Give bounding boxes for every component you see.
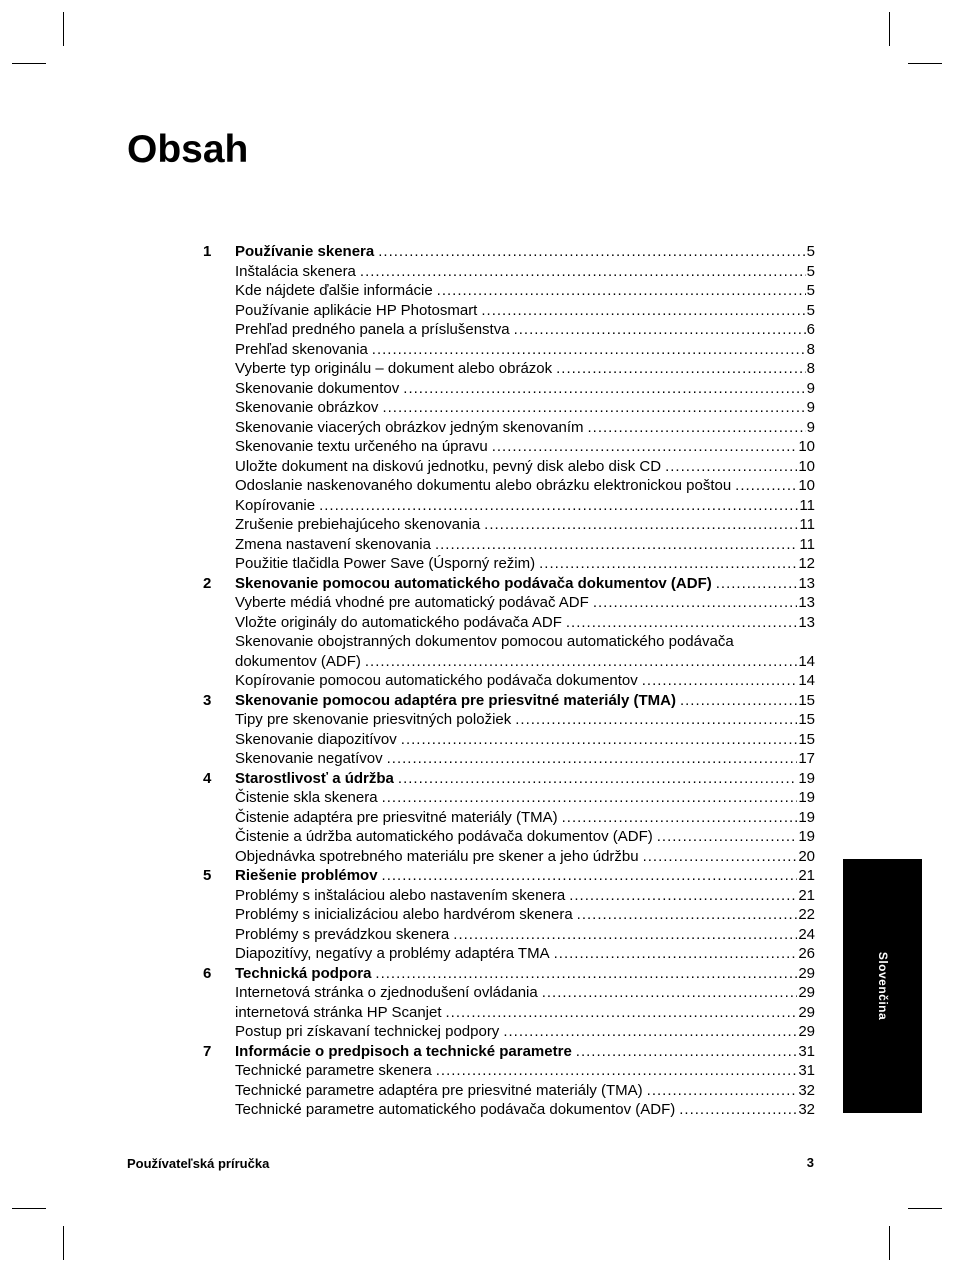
toc-line (235, 379, 815, 399)
toc-entry-title[interactable]: Skenovanie obrázkov (235, 399, 379, 416)
toc-line (235, 398, 815, 418)
toc-dot-leader (643, 847, 798, 867)
toc-entry-row[interactable] (203, 788, 815, 808)
toc-line (235, 1003, 815, 1023)
toc-page-number[interactable]: 15 (798, 730, 815, 748)
toc-dot-leader (436, 1061, 798, 1081)
toc-page-number[interactable]: 10 (798, 438, 815, 455)
toc-page-number[interactable]: 22 (798, 906, 815, 923)
toc-dot-leader (647, 1081, 798, 1101)
toc-entry-title[interactable]: Starostlivosť a údržba (235, 769, 394, 787)
toc-entry-row[interactable] (203, 905, 815, 925)
toc-entry-title[interactable]: Prehľad skenovania (235, 340, 368, 358)
toc-page-number[interactable]: 21 (798, 867, 815, 884)
toc-entry-row[interactable] (203, 925, 815, 945)
language-side-tab (843, 859, 922, 1113)
toc-page-number[interactable]: 31 (798, 1042, 815, 1060)
toc-dot-leader (503, 1022, 797, 1042)
toc-page-number[interactable]: 15 (798, 711, 815, 728)
toc-line (235, 691, 815, 711)
toc-entry-row[interactable] (203, 496, 815, 516)
toc-line (235, 808, 815, 828)
toc-entry-title[interactable]: Použitie tlačidla Power Save (Úsporný režim) (235, 555, 536, 572)
toc-page-number[interactable]: 29 (798, 1023, 815, 1040)
toc-entry-title[interactable]: Skenovanie dokumentov (235, 379, 400, 397)
toc-page-number[interactable]: 32 (798, 1081, 815, 1099)
toc-page-number[interactable]: 20 (798, 847, 815, 865)
toc-dot-leader (716, 574, 798, 594)
toc-entry-title[interactable]: Zrušenie prebiehajúceho skenovania (235, 516, 481, 533)
toc-entry-row[interactable] (203, 983, 815, 1003)
toc-entry-title[interactable]: Kopírovanie (235, 496, 316, 514)
toc-line (235, 652, 815, 672)
toc-page-number[interactable]: 5 (806, 262, 815, 280)
toc-line (235, 1042, 815, 1062)
toc-entry-row[interactable] (203, 730, 815, 750)
toc-line (235, 710, 815, 730)
toc-entry-row[interactable] (203, 593, 815, 613)
table-of-contents (203, 242, 815, 1120)
toc-entry-row[interactable] (203, 418, 815, 438)
toc-entry-row[interactable] (203, 827, 815, 847)
toc-entry-row[interactable] (203, 808, 815, 828)
toc-page-number[interactable]: 31 (798, 1062, 815, 1079)
toc-chapter-number: 6 (203, 964, 212, 982)
toc-page-number[interactable]: 5 (806, 243, 815, 260)
toc-line (235, 905, 815, 925)
toc-line (235, 262, 815, 282)
crop-mark (12, 1208, 46, 1209)
toc-dot-leader (382, 866, 798, 886)
toc-page-number[interactable]: 13 (798, 594, 815, 611)
toc-line (235, 827, 815, 847)
toc-page-number[interactable]: 8 (806, 340, 815, 358)
toc-dot-leader (382, 788, 798, 808)
toc-entry-title[interactable]: dokumentov (ADF) (235, 652, 361, 670)
crop-mark (63, 1226, 64, 1260)
toc-line (235, 866, 815, 886)
toc-line (235, 944, 815, 964)
toc-entry-title[interactable]: Problémy s prevádzkou skenera (235, 925, 450, 943)
toc-entry-title[interactable]: Odoslanie naskenovaného dokumentu alebo obrázku elektronickou poštou (235, 477, 732, 494)
toc-entry-row[interactable] (203, 398, 815, 418)
toc-dot-leader (492, 437, 798, 457)
toc-page-number[interactable]: 21 (798, 886, 815, 904)
toc-entry-title[interactable]: Kopírovanie pomocou automatického podávača dokumentov (235, 672, 638, 689)
crop-mark (908, 1208, 942, 1209)
toc-dot-leader (484, 515, 798, 535)
toc-dot-leader (642, 671, 798, 691)
toc-entry-title[interactable]: Zmena nastavení skenovania (235, 535, 431, 553)
toc-entry-row[interactable] (203, 301, 815, 321)
toc-line (235, 457, 815, 477)
toc-line (235, 535, 815, 555)
toc-dot-leader (569, 886, 797, 906)
toc-page-number[interactable]: 9 (806, 418, 815, 436)
toc-entry-row[interactable] (203, 359, 815, 379)
toc-entry-title[interactable]: Technické parametre skenera (235, 1062, 432, 1079)
toc-line (235, 515, 815, 535)
toc-dot-leader (554, 944, 798, 964)
toc-entry-title[interactable]: Technická podpora (235, 964, 372, 982)
toc-entry-title[interactable]: Skenovanie textu určeného na úpravu (235, 438, 488, 455)
toc-entry-title[interactable]: Skenovanie pomocou adaptéra pre priesvitné materiály (TMA) (235, 691, 676, 709)
toc-entry-title[interactable]: Tipy pre skenovanie priesvitných položiek (235, 711, 512, 728)
toc-chapter-number: 7 (203, 1042, 212, 1060)
toc-entry-title[interactable]: Prehľad predného panela a príslušenstva (235, 321, 510, 338)
toc-line (235, 886, 815, 906)
toc-dot-leader (446, 1003, 798, 1023)
toc-page-number[interactable]: 10 (798, 477, 815, 494)
toc-chapter-row[interactable] (203, 691, 815, 711)
toc-line (235, 320, 815, 340)
toc-line (235, 847, 815, 867)
toc-entry-row[interactable] (203, 437, 815, 457)
toc-entry-row[interactable] (203, 944, 815, 964)
toc-dot-leader (556, 359, 806, 379)
toc-line (235, 1022, 815, 1042)
toc-page-number[interactable]: 6 (806, 321, 815, 338)
toc-line (235, 769, 815, 789)
toc-entry-title[interactable]: Čistenie skla skenera (235, 789, 378, 806)
toc-line (235, 554, 815, 574)
toc-entry-row[interactable] (203, 379, 815, 399)
toc-line (235, 476, 815, 496)
toc-entry-row[interactable] (203, 652, 815, 672)
toc-entry-title[interactable]: Riešenie problémov (235, 867, 378, 884)
toc-chapter-row[interactable] (203, 574, 815, 594)
toc-chapter-row[interactable] (203, 964, 815, 984)
toc-entry-title[interactable]: Skenovanie viacerých obrázkov jedným skenovaním (235, 418, 584, 436)
toc-line (235, 1100, 815, 1120)
toc-entry-title[interactable]: Vyberte médiá vhodné pre automatický podávač ADF (235, 594, 589, 611)
crop-mark (889, 1226, 890, 1260)
toc-dot-leader (437, 281, 806, 301)
toc-chapter-number: 2 (203, 574, 212, 592)
toc-dot-leader (403, 379, 805, 399)
toc-entry-row[interactable] (203, 613, 815, 633)
toc-dot-leader (577, 905, 798, 925)
toc-page-number[interactable]: 19 (798, 828, 815, 845)
toc-page-number[interactable]: 14 (798, 652, 815, 670)
toc-dot-leader (435, 535, 798, 555)
toc-page-number[interactable]: 9 (806, 399, 815, 416)
toc-line (235, 593, 815, 613)
toc-entry-row[interactable] (203, 340, 815, 360)
toc-page-number[interactable]: 19 (798, 808, 815, 826)
toc-entry-title[interactable]: Skenovanie pomocou automatického podávača dokumentov (ADF) (235, 574, 712, 592)
toc-entry-title[interactable]: Diapozitívy, negatívy a problémy adaptéra TMA (235, 945, 550, 962)
toc-chapter-number: 3 (203, 691, 212, 709)
toc-entry-row[interactable] (203, 476, 815, 496)
toc-entry-row[interactable] (203, 749, 815, 769)
toc-entry-title[interactable]: Uložte dokument na diskovú jednotku, pevný disk alebo disk CD (235, 457, 662, 475)
crop-mark (889, 12, 890, 46)
toc-page-number[interactable]: 19 (798, 789, 815, 806)
toc-dot-leader (514, 320, 806, 340)
toc-dot-leader (593, 593, 798, 613)
toc-chapter-number: 5 (203, 867, 212, 884)
toc-page-number[interactable]: 5 (806, 282, 815, 299)
toc-entry-title[interactable]: Problémy s inštaláciou alebo nastavením skenera (235, 886, 566, 904)
crop-mark (12, 63, 46, 64)
footer-manual-title: Používateľská príručka (127, 1156, 270, 1171)
toc-dot-leader (735, 476, 797, 496)
toc-page-number[interactable]: 11 (799, 496, 815, 514)
toc-line (235, 671, 815, 691)
toc-entry-row[interactable] (203, 1022, 815, 1042)
toc-dot-leader (382, 398, 805, 418)
toc-page-number[interactable]: 12 (798, 555, 815, 572)
toc-page-number[interactable]: 10 (798, 457, 815, 475)
toc-entry-title[interactable]: Používanie aplikácie HP Photosmart (235, 301, 478, 319)
toc-page-number[interactable]: 9 (806, 379, 815, 397)
toc-entry-title[interactable]: Vyberte typ originálu – dokument alebo obrázok (235, 360, 553, 377)
toc-line (235, 437, 815, 457)
toc-page-number[interactable]: 11 (799, 535, 815, 553)
toc-dot-leader (365, 652, 797, 672)
toc-entry-title[interactable]: Čistenie adaptéra pre priesvitné materiály (TMA) (235, 808, 558, 826)
toc-page-number[interactable]: 32 (798, 1101, 815, 1118)
toc-dot-leader (679, 1100, 797, 1120)
toc-entry-title[interactable]: internetová stránka HP Scanjet (235, 1003, 442, 1021)
toc-line (235, 496, 815, 516)
toc-page-number[interactable]: 24 (798, 925, 815, 943)
toc-dot-leader (360, 262, 806, 282)
toc-entry-title[interactable]: Objednávka spotrebného materiálu pre skener a jeho údržbu (235, 847, 639, 865)
toc-entry-row[interactable] (203, 535, 815, 555)
toc-dot-leader (680, 691, 797, 711)
toc-dot-leader (657, 827, 798, 847)
toc-entry-row[interactable] (203, 847, 815, 867)
toc-dot-leader (378, 242, 805, 262)
toc-page-number[interactable]: 29 (798, 964, 815, 982)
toc-entry-row[interactable] (203, 281, 815, 301)
toc-line (235, 788, 815, 808)
toc-page-number[interactable]: 13 (798, 613, 815, 631)
toc-entry-row[interactable] (203, 554, 815, 574)
toc-dot-leader (401, 730, 798, 750)
toc-dot-leader (562, 808, 798, 828)
toc-dot-leader (398, 769, 797, 789)
toc-entry-title[interactable]: Kde nájdete ďalšie informácie (235, 282, 433, 299)
toc-chapter-number: 1 (203, 243, 212, 260)
toc-chapter-row[interactable] (203, 866, 815, 886)
toc-entry-row[interactable] (203, 886, 815, 906)
toc-page-number[interactable]: 17 (798, 750, 815, 767)
toc-entry-title[interactable]: Technické parametre automatického podávača dokumentov (ADF) (235, 1101, 676, 1118)
toc-line (235, 418, 815, 438)
toc-dot-leader (566, 613, 797, 633)
toc-line (235, 983, 815, 1003)
toc-entry-title[interactable]: Internetová stránka o zjednodušení ovládania (235, 984, 538, 1001)
toc-entry-row[interactable] (203, 632, 815, 652)
crop-mark (63, 12, 64, 46)
toc-line (235, 1081, 815, 1101)
toc-entry-title[interactable]: Problémy s inicializáciou alebo hardvérom skenera (235, 906, 573, 923)
toc-entry-row[interactable] (203, 671, 815, 691)
toc-dot-leader (542, 983, 798, 1003)
toc-line (235, 301, 815, 321)
toc-chapter-row[interactable] (203, 242, 815, 262)
toc-chapter-number: 4 (203, 769, 212, 787)
footer-page-number: 3 (806, 1155, 814, 1170)
toc-line (235, 340, 815, 360)
toc-page-number[interactable]: 29 (798, 1003, 815, 1021)
toc-line (235, 749, 815, 769)
toc-line (235, 632, 815, 652)
toc-line (235, 730, 815, 750)
toc-dot-leader (539, 554, 797, 574)
toc-page-number[interactable]: 15 (798, 691, 815, 709)
crop-mark (908, 63, 942, 64)
side-tab-label: Slovenčina (875, 951, 890, 1021)
toc-entry-title[interactable]: Inštalácia skenera (235, 262, 356, 280)
toc-entry-row[interactable] (203, 1100, 815, 1120)
toc-dot-leader (665, 457, 797, 477)
toc-entry-row[interactable] (203, 1003, 815, 1023)
toc-page-number[interactable]: 11 (799, 516, 815, 533)
toc-page-number[interactable]: 14 (798, 672, 815, 689)
toc-entry-row[interactable] (203, 515, 815, 535)
toc-page-number[interactable]: 5 (806, 301, 815, 319)
toc-entry-row[interactable] (203, 320, 815, 340)
toc-dot-leader (588, 418, 806, 438)
toc-dot-leader (481, 301, 805, 321)
toc-page-number[interactable]: 29 (798, 984, 815, 1001)
toc-dot-leader (375, 964, 797, 984)
toc-entry-row[interactable] (203, 262, 815, 282)
toc-line (235, 613, 815, 633)
toc-entry-title[interactable]: Vložte originály do automatického podávača ADF (235, 613, 562, 631)
toc-entry-row[interactable] (203, 1061, 815, 1081)
toc-page-number[interactable]: 8 (806, 360, 815, 377)
toc-entry-title[interactable]: Čistenie a údržba automatického podávača dokumentov (ADF) (235, 828, 653, 845)
toc-line (235, 964, 815, 984)
toc-entry-row[interactable] (203, 1081, 815, 1101)
toc-dot-leader (576, 1042, 798, 1062)
toc-line (235, 1061, 815, 1081)
toc-line (235, 281, 815, 301)
toc-entry-row[interactable] (203, 710, 815, 730)
toc-line (235, 925, 815, 945)
toc-entry-title[interactable]: Skenovanie diapozitívov (235, 730, 397, 748)
toc-entry-title[interactable]: Informácie o predpisoch a technické parametre (235, 1042, 572, 1060)
toc-chapter-row[interactable] (203, 769, 815, 789)
toc-entry-title[interactable]: Postup pri získavaní technickej podpory (235, 1023, 500, 1040)
page-title: Obsah (127, 128, 249, 171)
toc-entry-row[interactable] (203, 457, 815, 477)
toc-page-number[interactable]: 19 (798, 769, 815, 787)
toc-line (235, 242, 815, 262)
toc-page-number[interactable]: 26 (798, 945, 815, 962)
toc-entry-title[interactable]: Technické parametre adaptéra pre priesvitné materiály (TMA) (235, 1081, 643, 1099)
toc-line (235, 359, 815, 379)
toc-entry-title[interactable]: Skenovanie negatívov (235, 750, 383, 767)
toc-chapter-row[interactable] (203, 1042, 815, 1062)
toc-entry-title[interactable]: Skenovanie obojstranných dokumentov pomocou automatického podávača (235, 633, 734, 650)
toc-entry-title[interactable]: Používanie skenera (235, 243, 375, 260)
toc-dot-leader (319, 496, 798, 516)
toc-page-number[interactable]: 13 (798, 574, 815, 592)
toc-dot-leader (453, 925, 797, 945)
toc-dot-leader (515, 710, 797, 730)
toc-dot-leader (387, 749, 798, 769)
toc-line (235, 574, 815, 594)
toc-dot-leader (372, 340, 806, 360)
